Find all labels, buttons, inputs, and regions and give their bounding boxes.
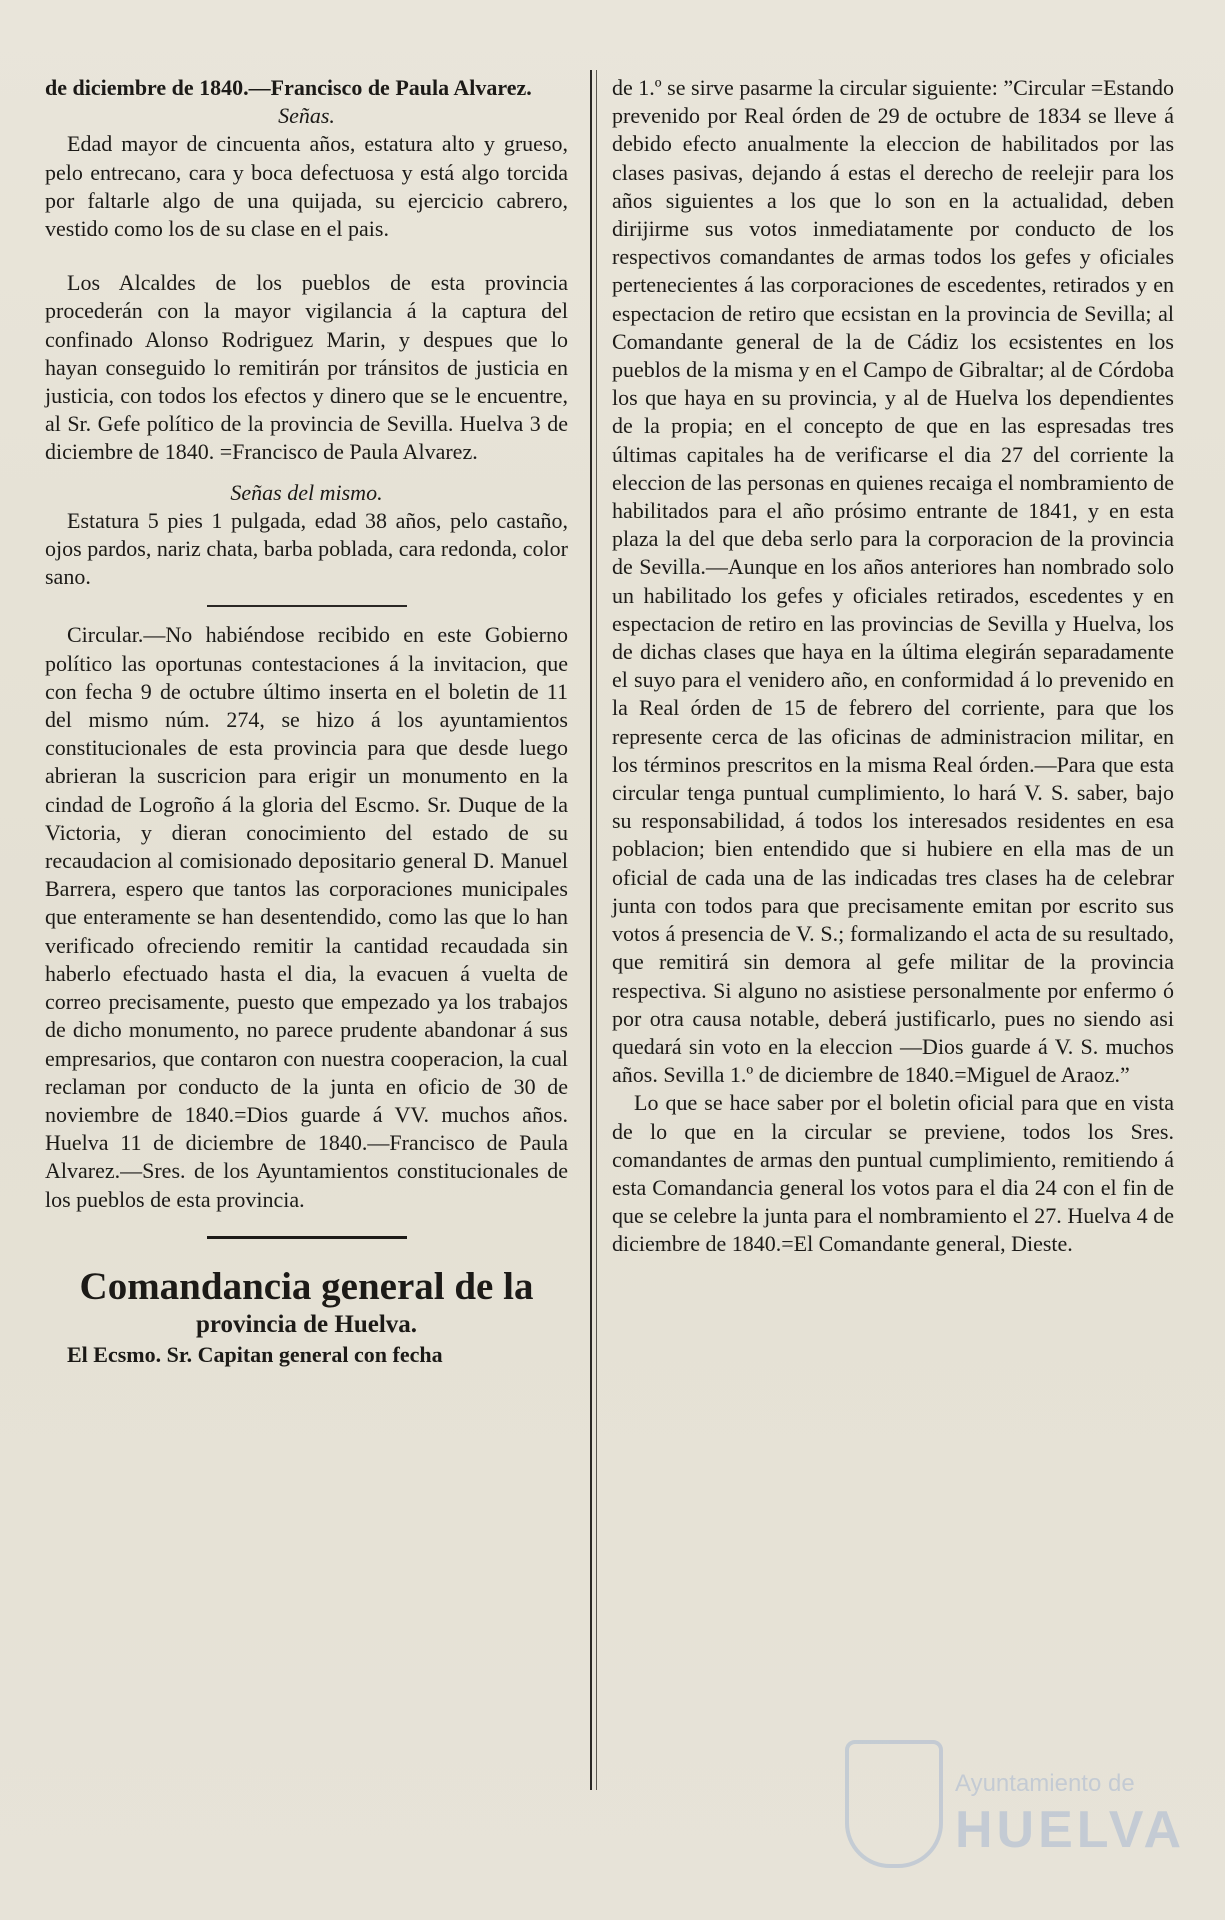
left-opening-line: de diciembre de 1840.—Francisco de Paula Alvarez.: [45, 75, 532, 100]
circular-habilitados: de 1.º se sirve pasarme la circular siguiente: ”Circular =Estando prevenido por Real órden de 29 de octubre de 1834 se lleve á debido efecto anualmente la eleccion de habilitados por las clases pasivas, dejando á estas el derecho de reelejir para los años siguientes a los que lo son en la actualidad, deben dirijirme sus votos inmediatamente por conducto de los respectivos comandantes de armas todos los gefes y oficiales pertenecientes á las corporaciones de escedentes, retirados y en espectacion de retiro que ecsistan en la provincia de Sevilla; al Comandante general de la de Cádiz los ecsistentes en los pueblos de la misma y en el Campo de Gibraltar; al de Córdoba los que haya en su provincia, y al de Huelva los dependientes de la propia; en el concepto de que en las espresadas tres últimas capitales ha de verificarse el dia 27 del corriente la eleccion de las personas en quienes recaiga el nombramiento de habilitados para el año prósimo entrante de 1841, y en esta plaza la del que deba serlo para la corporacion de la provincia de Sevilla.—Aunque en los años anteriores han nombrado solo un habilitado los gefes y oficiales retirados, escedentes y en espectacion de retiro en las provincias de Sevilla y Huelva, los de dichas clases que haya en la última elegirán separadamente el suyo para el venidero año, en conformidad á lo prevenido en la Real órden de 15 de febrero del corriente, para que los represente cerca de las oficinas de administracion militar, en los términos prescritos en la misma Real órden.—Para que esta circular tenga puntual cumplimiento, lo hará V. S. saber, bajo su responsabilidad, á todos los interesados residentes en esa poblacion; bien entendido que si hubiere en ella mas de un oficial de cada una de las indicadas tres clases ha de celebrar junta con todos para que precisamente emitan por escrito sus votos á presencia de V. S.; formalizando el acta de su resultado, que remitirá sin demora al gefe militar de la provincia respectiva. Si alguno no asistiese personalmente por enfermo ó por otra causa notable, deberá justificarlo, pues no siendo asi quedará sin voto en la eleccion —Dios guarde á V. S. muchos años. Sevilla 1.º de diciembre de 1840.=Miguel de Araoz.”: [612, 75, 1174, 1088]
watermark-line1: Ayuntamiento de: [955, 1770, 1135, 1797]
watermark-line2: HUELVA: [955, 1801, 1186, 1859]
heading-divider: [207, 1236, 407, 1239]
senas-del-mismo-title: Señas del mismo.: [230, 479, 383, 505]
ayuntamiento-watermark: [845, 1730, 1186, 1880]
column-divider: [590, 70, 592, 1790]
senas-description: Edad mayor de cincuenta años, estatura alto y grueso, pelo entrecano, cara y boca defectuosa y está algo torcida por faltarle algo de una quijada, su ejercicio cabrero, vestido como los de su clase en el pais.: [45, 131, 568, 242]
right-column: [612, 74, 1174, 1259]
left-column: [45, 74, 568, 1369]
circular-text: Circular.—No habiéndose recibido en este Gobierno político las oportunas contestaciones á la invitacion, que con fecha 9 de octubre último inserta en el boletin de 11 del mismo núm. 274, se hizo á los ayuntamientos constitucionales de esta provincia para que desde luego abrieran la suscricion para erigir un monumento en la cindad de Logroño á la gloria del Escmo. Sr. Duque de la Victoria, y dieran conocimiento del estado de su recaudacion al comisionado depositario general D. Manuel Barrera, espero que tantos las corporaciones municipales que enteramente se han desentendido, como las que lo han verificado ofreciendo remitir la cantidad recaudada sin haberlo efectuado hasta el dia, la evacuen á vuelta de correo precisamente, puesto que empezado ya los trabajos de dicho monumento, no parece prudente abandonar á sus empresarios, que contaron con nuestra cooperacion, la cual reclaman por conducto de la junta en oficio de 30 de noviembre de 1840.=Dios guarde á VV. muchos años. Huelva 11 de diciembre de 1840.—Francisco de Paula Alvarez.—Sres. de los Ayuntamientos constitucionales de los pueblos de esta provincia.: [45, 622, 568, 1212]
senas-del-mismo-description: Estatura 5 pies 1 pulgada, edad 38 años, pelo castaño, ojos pardos, nariz chata, barba poblada, cara redonda, color sano.: [45, 507, 568, 590]
coat-of-arms-icon: [845, 1740, 943, 1868]
closing-notice: Lo que se hace saber por el boletin oficial para que en vista de lo que en la circular se previene, todos los Sres. comandantes de armas den puntual cumplimiento, remitiendo á esta Comandancia general los votos para el dia 24 con el fin de que se celebre la junta para el nombramiento el 27. Huelva 4 de diciembre de 1840.=El Comandante general, Dieste.: [612, 1090, 1174, 1257]
column-divider-inner: [596, 70, 597, 1790]
alcaldes-notice: Los Alcaldes de los pueblos de esta provincia procederán con la mayor vigilancia á la captura del confinado Alonso Rodriguez Marin, y despues que lo hayan conseguido lo remitirán por tránsitos de justicia en justicia, con todos los efectos y dinero que se le encuentre, al Sr. Gefe político de la provincia de Sevilla. Huelva 3 de diciembre de 1840. =Francisco de Paula Alvarez.: [45, 270, 568, 465]
section-divider: [207, 605, 407, 607]
comandancia-subheading: provincia de Huelva.: [195, 1310, 418, 1338]
comandancia-heading: Comandancia general de la: [79, 1264, 534, 1308]
senas-title: Señas.: [278, 103, 335, 129]
capitan-general-line: El Ecsmo. Sr. Capitan general con fecha: [67, 1341, 443, 1367]
